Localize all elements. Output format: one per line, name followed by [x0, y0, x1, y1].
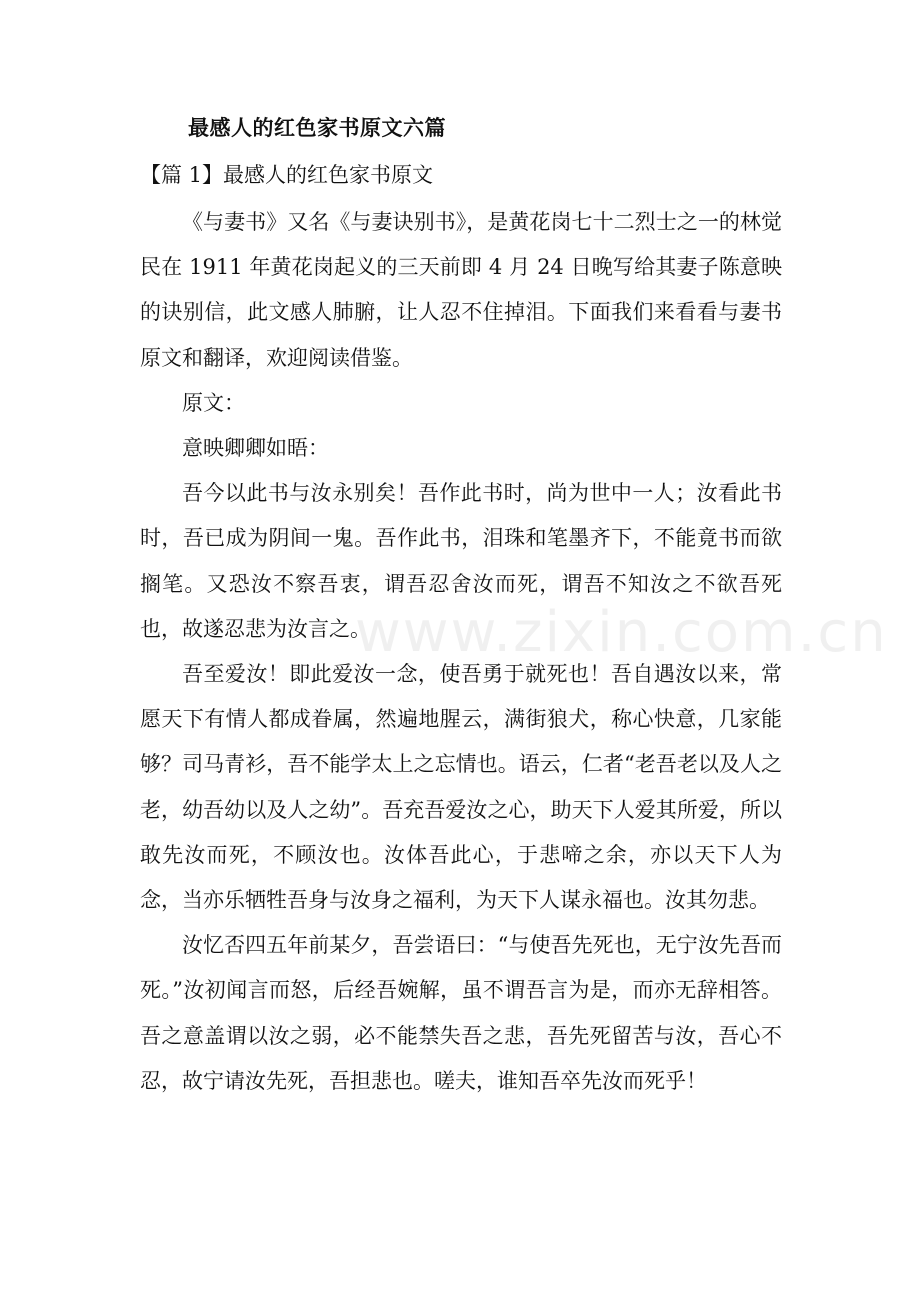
paragraph-intro: 《与妻书》又名《与妻诀别书》，是黄花岗七十二烈士之一的林觉民在 1911 年黄花岗起义的三天前即 4 月 24 日晚写给其妻子陈意映的诀别信，此文感人肺腑，让人忍不住掉泪。下面我们来看看与妻书原文和翻译，欢迎阅读借鉴。 [140, 210, 782, 370]
paragraph-letter-1: 吾今以此书与汝永别矣！吾作此书时，尚为世中一人；汝看此书时，吾已成为阴间一鬼。吾作此书，泪珠和笔墨齐下，不能竟书而欲搁笔。又恐汝不察吾衷，谓吾忍舍汝而死，谓吾不知汝之不欲吾死也，故遂忍悲为汝言之。 [140, 481, 782, 641]
paragraph-letter-3: 汝忆否四五年前某夕，吾尝语曰：“与使吾先死也，无宁汝先吾而死。”汝初闻言而怒，后经吾婉解，虽不谓吾言为是，而亦无辞相答。吾之意盖谓以汝之弱，必不能禁失吾之悲，吾先死留苦与汝，吾心不忍，故宁请汝先死，吾担悲也。嗟夫，谁知吾卒先汝而死乎！ [140, 933, 782, 1093]
paragraph-original-label: 原文： [182, 390, 245, 415]
document-title: 最感人的红色家书原文六篇 [188, 115, 446, 140]
watermark: www.zixin.com.cn [355, 600, 888, 665]
body-text [140, 200, 782, 1104]
section-heading: 【篇 1】最感人的红色家书原文 [140, 163, 434, 187]
paragraph-letter-2: 吾至爱汝！即此爱汝一念，使吾勇于就死也！吾自遇汝以来，常愿天下有情人都成眷属，然遍地腥云，满街狼犬，称心快意，几家能够？司马青衫，吾不能学太上之忘情也。语云，仁者“老吾老以及人之老，幼吾幼以及人之幼”。吾充吾爱汝之心，助天下人爱其所爱，所以敢先汝而死，不顾汝也。汝体吾此心，于悲啼之余，亦以天下人为念，当亦乐牺牲吾身与汝身之福利，为天下人谋永福也。汝其勿悲。 [140, 662, 782, 913]
paragraph-salutation: 意映卿卿如晤： [182, 436, 329, 461]
